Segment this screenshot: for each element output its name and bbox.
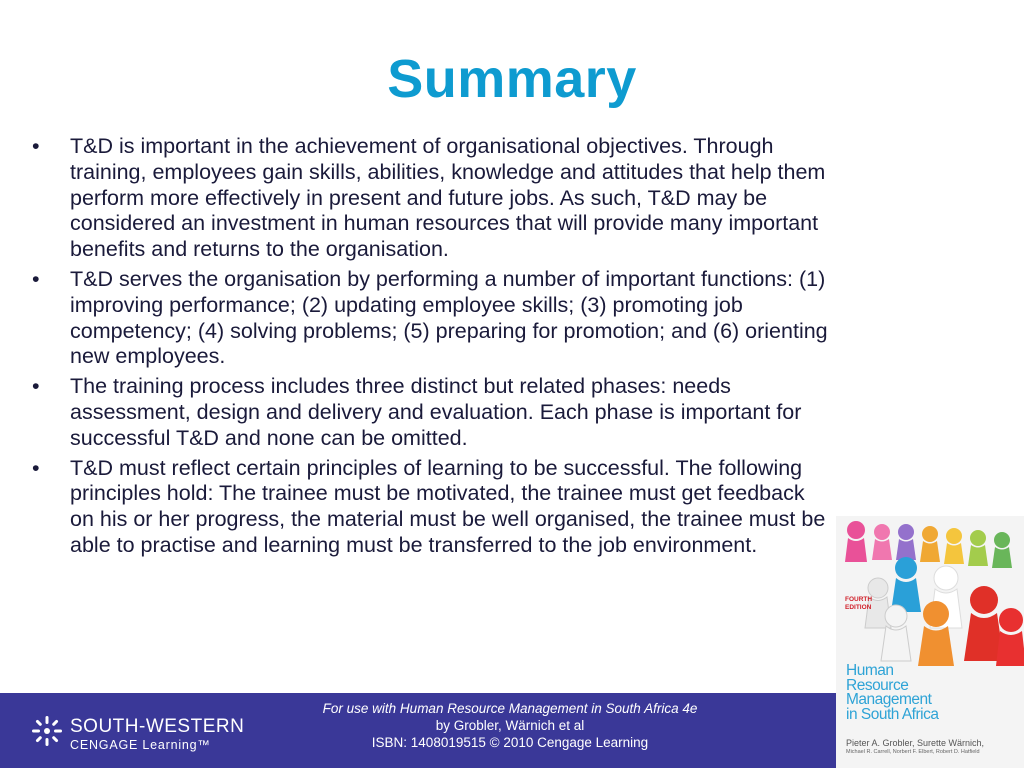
logo-text-sub: CENGAGE Learning™ bbox=[70, 738, 211, 752]
bullet-text: The training process includes three distinct but related phases: needs assessment, design and delivery and evaluation. Each phase is important for successful T&D and none can be omitted. bbox=[70, 374, 802, 450]
bullet-marker: • bbox=[32, 134, 40, 158]
bullet-text: T&D must reflect certain principles of learning to be successful. The following principles hold: The trainee must be motivated, the trainee must get feedback on his or her progress, the material must be well organised, the trainee must be able to practise and learning must be transferred to the job environment. bbox=[70, 455, 826, 557]
slide-title: Summary bbox=[387, 49, 637, 109]
cover-authors-secondary: Michael R. Carrell, Norbert F. Elbert, Robert D. Hatfield bbox=[846, 749, 980, 755]
cover-title-line: in South Africa bbox=[846, 705, 939, 723]
cover-title-line: Human bbox=[846, 662, 894, 679]
cover-title bbox=[846, 664, 938, 722]
bullet-marker: • bbox=[32, 266, 40, 291]
bullet-marker: • bbox=[32, 455, 40, 480]
bullet-list bbox=[32, 134, 832, 563]
footer-line-1: For use with Human Resource Management in South Africa 4e bbox=[322, 701, 698, 716]
cover-authors: Pieter A. Grobler, Surette Wärnich, bbox=[846, 738, 985, 748]
star-burst-icon bbox=[30, 714, 64, 748]
logo-text-brand: SOUTH-WESTERN bbox=[70, 716, 245, 737]
cover-title-line: Resource bbox=[846, 676, 909, 694]
pawn-pink bbox=[845, 521, 867, 562]
cover-title-line: Management bbox=[846, 691, 932, 708]
bullet-text: T&D serves the organisation by performing a number of important functions: (1) improving performance; (2) updating employee skills; (3) promoting job competency; (4) solving problems; (5) preparing for promotion; and (6) orienting new employees. bbox=[70, 266, 828, 369]
bullet-marker: • bbox=[32, 374, 40, 399]
footer-line-3: ISBN: 1408019515 © 2010 Cengage Learning bbox=[371, 735, 649, 750]
bullet-item bbox=[32, 267, 832, 370]
bullet-item bbox=[32, 134, 832, 263]
bullet-item bbox=[32, 374, 832, 451]
footer-line-2: by Grobler, Wärnich et al bbox=[435, 718, 585, 733]
bullet-text: T&D is important in the achievement of organisational objectives. Through training, employees gain skills, abilities, knowledge and attitudes that help them perform more effectively in present and future jobs. As such, T&D may be considered an investment in human resources that will provide many important benefits and returns to the organisation. bbox=[70, 134, 826, 262]
publisher-logo bbox=[30, 714, 250, 754]
footer-citation bbox=[270, 700, 750, 751]
game-pieces-illustration bbox=[836, 516, 1024, 768]
cover-edition: FOURTH EDITION bbox=[845, 596, 873, 611]
bullet-item bbox=[32, 456, 832, 559]
book-cover-image bbox=[836, 516, 1024, 768]
